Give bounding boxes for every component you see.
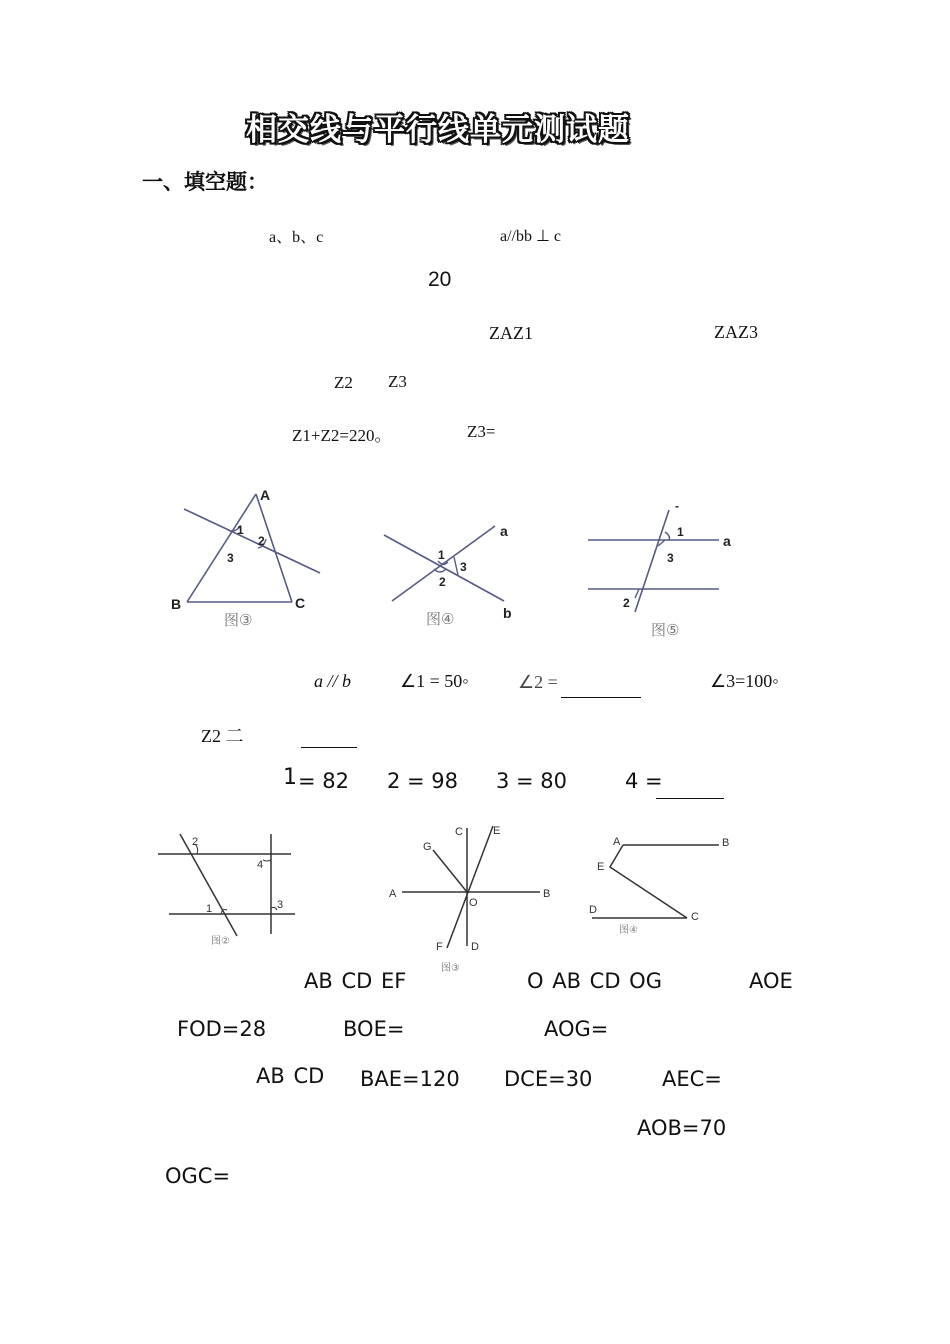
fig5-caption: 图⑤ [651, 621, 680, 639]
figure-b2-parallel-transversals [155, 830, 300, 955]
q6-parallel: a // b [314, 671, 352, 691]
q4-text-a: Z2 [334, 373, 353, 392]
figure-3-triangle [170, 485, 330, 635]
fig3-label-C: C [295, 595, 306, 611]
q6-answer-blank[interactable] [561, 697, 641, 698]
figb4-caption: 图④ [619, 925, 638, 936]
fig4-label-a: a [500, 523, 508, 539]
q6-angle3: ∠3=100◦ [710, 671, 779, 691]
figb3-label-O: O [469, 897, 478, 909]
fig3-label-B: B [171, 596, 182, 612]
figb2-label-4: 4 [257, 859, 264, 871]
q8-angle1-value: = 82 [298, 769, 349, 793]
q7-text: Z2 二 [201, 726, 244, 746]
fig5-label-3: 3 [667, 551, 674, 565]
q10-fod: FOD=28 [177, 1017, 267, 1041]
fig4-label-1: 1 [438, 548, 445, 562]
figb2-label-1: 1 [206, 903, 213, 915]
figb3-label-D: D [471, 941, 479, 953]
q9-lines: AB CD EF [304, 969, 407, 993]
q9-angle: AOE [749, 969, 793, 993]
figb3-label-A: A [389, 888, 397, 900]
figure-4-intersecting-lines [380, 515, 515, 635]
q5-text-b: Z3= [467, 422, 496, 441]
q6-angle2: ∠2 = [518, 672, 558, 692]
fig4-label-3: 3 [460, 560, 467, 574]
figb4-label-A: A [613, 836, 621, 848]
figb3-label-C: C [455, 826, 463, 838]
q6-angle1: ∠1 = 50◦ [400, 671, 469, 691]
fig3-label-3: 3 [227, 551, 234, 565]
q8-angle3: 3 = 80 [496, 769, 568, 793]
q3-text-a: ZAZ1 [489, 323, 533, 343]
q3-text-b: ZAZ3 [714, 322, 758, 342]
figb2-caption: 图② [211, 936, 230, 947]
fig5-label-2: 2 [623, 596, 630, 610]
page-title: 相交线与平行线单元测试题 [246, 112, 630, 148]
figb3-caption: 图③ [441, 963, 460, 974]
figb4-label-C: C [691, 911, 699, 923]
q7-answer-blank[interactable] [301, 747, 357, 748]
q13-ogc: OGC= [165, 1164, 231, 1188]
figure-b3-lines-through-o [385, 818, 560, 978]
q8-angle2: 2 = 98 [387, 769, 459, 793]
figb4-label-E: E [597, 861, 605, 873]
fig3-label-A: A [260, 487, 271, 503]
q10-aog: AOG= [544, 1017, 609, 1041]
q8-angle4: 4 = [625, 769, 663, 793]
fig5-label-a: a [723, 533, 731, 549]
figb3-label-E: E [493, 825, 501, 837]
section-heading: 一、填空题： [142, 170, 268, 194]
q5-text-a: Z1+Z2=220。 [292, 426, 392, 445]
figb3-label-B: B [543, 888, 551, 900]
q9-point-lines: O AB CD OG [527, 969, 662, 993]
fig3-label-2: 2 [258, 534, 265, 548]
fig3-label-1: 1 [237, 523, 244, 537]
q11-dce: DCE=30 [504, 1067, 593, 1091]
fig4-label-2: 2 [439, 575, 446, 589]
figb4-label-D: D [589, 904, 597, 916]
q1-text-b: a//bb ⊥ c [500, 228, 562, 245]
fig4-caption: 图④ [426, 610, 455, 628]
figb3-label-F: F [436, 941, 443, 953]
figb3-label-G: G [423, 841, 432, 853]
svg-text:-: - [675, 499, 679, 513]
fig5-label-1: 1 [677, 525, 684, 539]
q1-text-a: a、b、c [269, 229, 324, 246]
q8-angle1-label: 1 [283, 765, 297, 790]
q11-aec: AEC= [662, 1067, 722, 1091]
figure-b4-broken-line [585, 830, 745, 942]
fig4-label-b: b [503, 605, 512, 621]
q11-bae: BAE=120 [360, 1067, 460, 1091]
q8-answer-blank[interactable] [656, 798, 724, 799]
fig3-caption: 图③ [224, 611, 253, 629]
q12-aob: AOB=70 [637, 1116, 727, 1140]
figb2-label-3: 3 [277, 899, 284, 911]
q10-boe: BOE= [343, 1017, 405, 1041]
figure-5-parallel-lines [585, 499, 745, 642]
q11-lines: AB CD [256, 1064, 325, 1088]
q4-text-b: Z3 [388, 372, 407, 391]
figb4-label-B: B [722, 837, 730, 849]
figb2-label-2: 2 [192, 836, 199, 848]
q2-number: 20 [428, 268, 452, 291]
